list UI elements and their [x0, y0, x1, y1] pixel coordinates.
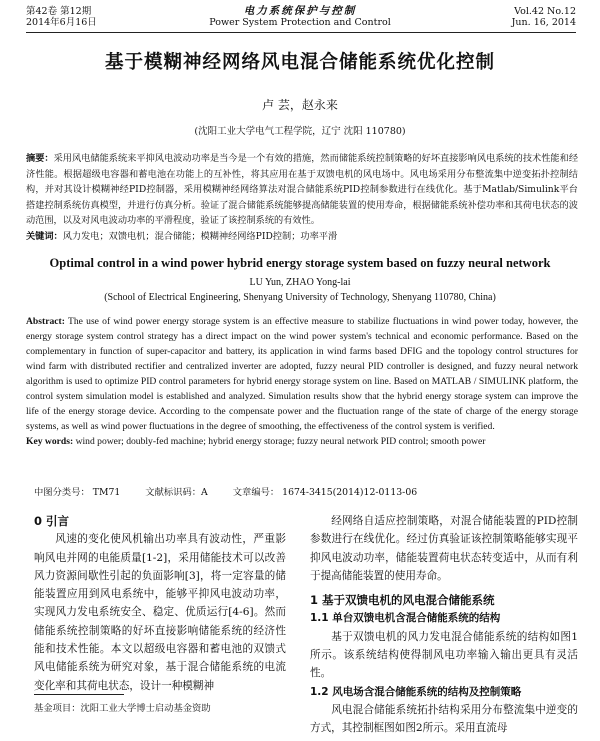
- footnote-divider: [34, 694, 124, 695]
- abstract-en: [26, 314, 578, 449]
- subsection-1-2-paragraph: 风电混合储能系统拓扑结构采用分布整流集中逆变的方式，其控制框图如图2所示。采用直流母: [310, 703, 578, 735]
- affiliation-en: (School of Electrical Engineering, Shenyang University of Technology, Shenyang 110780, China): [104, 292, 496, 303]
- journal-name: [0, 6, 600, 28]
- keywords-en-label: Key words:: [26, 436, 74, 447]
- body-right-column: [310, 512, 578, 738]
- section-1-heading: 1 基于双馈电机的风电混合储能系统: [310, 593, 495, 608]
- affiliation-cn: (沈阳工业大学电气工程学院，辽宁 沈阳 110780): [194, 126, 406, 137]
- subsection-1-2-heading: 1.2 风电场含混合储能系统的结构及控制策略: [310, 685, 522, 698]
- paper-title-en: Optimal control in a wind power hybrid energy storage system based on fuzzy neural network: [49, 256, 551, 270]
- article-number: 文章编号： 1674-3415(2014)12-0113-06: [232, 487, 418, 498]
- authors-cn: 卢 芸，赵永来: [262, 98, 338, 112]
- section-0-paragraph: 风速的变化使风机输出功率具有波动性，严重影响风电并网的电能质量[1-2]，采用储能技术可以改善风力资源间歇性引起的负面影响[3]，将一定容量的储能装置应用到风电系统中，能够平抑风电波动功率，实现风力发电系统安全、稳定、优质运行[4-6]。然而储能系统控制策略的好坏直接影响储能系统的经济性能和技术性能。本文以超级电容器和蓄电池的双馈式风电储能系统为研究对象，基于混合储能系统的电流变化率和其荷电状态，设计一种模糊神: [34, 533, 286, 692]
- subsection-1-1-heading: 1.1 单台双馈电机含混合储能系统的结构: [310, 612, 501, 625]
- classification-line: [34, 484, 578, 498]
- issue-date: 2014年6月16日: [26, 17, 97, 28]
- document-code: 文献标识码：A: [145, 487, 208, 498]
- subsection-1-1-paragraph: 基于双馈电机的风力发电混合储能系统的结构如图1所示。该系统结构使得制风电功率输入输出更具有灵活性。: [310, 630, 578, 680]
- keywords-en: [26, 434, 578, 449]
- section-0-paragraph-cont: 经网络自适应控制策略，对混合储能装置的PID控制参数进行在线优化。经过仿真验证该控制策略能够实现平抑风电波动功率，储能装置荷电状态转变适中，从而有利于提高储能装置的使用寿命。: [310, 515, 578, 582]
- abstract-en-text: The use of wind power energy storage system is an effective measure to stabilize fluctuations in wind power today, however, the energy storage system control strategy has a direct impact on the wind power system's technical and economic performance. Based on the complementary in function of super-capacitor and battery, its application in wind farms based DFIG and the topology control structures for wind farm with distributed rectifier and centralized inverter are adopted, fuzzy neural PID controller is designed, and fuzzy neural network algorithm is used to optimize PID control parameters for hybrid energy storage system on line. Based on MATLAB / SIMULINK platform, the control system simulation model is established and analyzed. Simulation results show that the hybrid energy storage system can improve the life of the energy storage device. According to the compensate power and the fluctuation range of the state of charge of the energy storage systems, as well as wind power fluctuations in the degree of smoothing, the effectiveness of the control system is verified.: [26, 316, 578, 432]
- journal-name-cn: 电力系统保护与控制: [243, 5, 357, 17]
- journal-issue-info-en: [512, 6, 576, 28]
- header-divider: [26, 32, 576, 33]
- abstract-cn: [26, 151, 578, 244]
- keywords-cn-label: 关键词：: [26, 230, 63, 242]
- abstract-en-label: Abstract:: [26, 316, 65, 327]
- body-left-column: [34, 512, 286, 695]
- abstract-cn-label: 摘要：: [26, 153, 54, 164]
- authors-en: LU Yun, ZHAO Yong-lai: [249, 277, 351, 288]
- clc-number: 中图分类号： TM71: [34, 487, 121, 498]
- keywords-cn-text: 风力发电；双馈电机；混合储能；模糊神经网络PID控制；功率平滑: [62, 230, 338, 242]
- volume-issue: 第42卷 第12期: [26, 6, 92, 17]
- funding-footnote: 基金项目：沈阳工业大学博士启动基金资助: [34, 703, 211, 714]
- journal-name-en: Power System Protection and Control: [209, 17, 391, 28]
- abstract-cn-text: 采用风电储能系统来平抑风电波动功率是当今是一个有效的措施，然而储能系统控制策略的好坏直接影响风电系统的技术性能和经济性能。根据超级电容器和蓄电池在功能上的互补性，将其应用在基于双馈电机的风电场中。风电场采用分布整流集中逆变拓扑控制结构，并对其设计模糊神经PID控制器，采用模糊神经网络算法对混合储能系统PID控制参数进行在线优化。基于Matlab/Simulink平台搭建控制系统仿真模型，并进行仿真分析。验证了混合储能系统能够提高储能装置的使用寿命，根据储能系统补偿功率和其荷电状态的波动范围，以及对风电波动功率的平滑程度，验证了该控制系统的有效性。: [26, 153, 579, 226]
- volume-issue-en: Vol.42 No.12: [514, 6, 576, 17]
- paper-title-cn: 基于模糊神经网络风电混合储能系统优化控制: [104, 52, 495, 73]
- keywords-cn: [26, 229, 578, 245]
- keywords-en-text: wind power; doubly-fed machine; hybrid energy storage; fuzzy neural network PID control; smooth power: [75, 436, 486, 447]
- issue-date-en: Jun. 16, 2014: [511, 17, 576, 28]
- section-0-heading: 0 引言: [34, 514, 70, 528]
